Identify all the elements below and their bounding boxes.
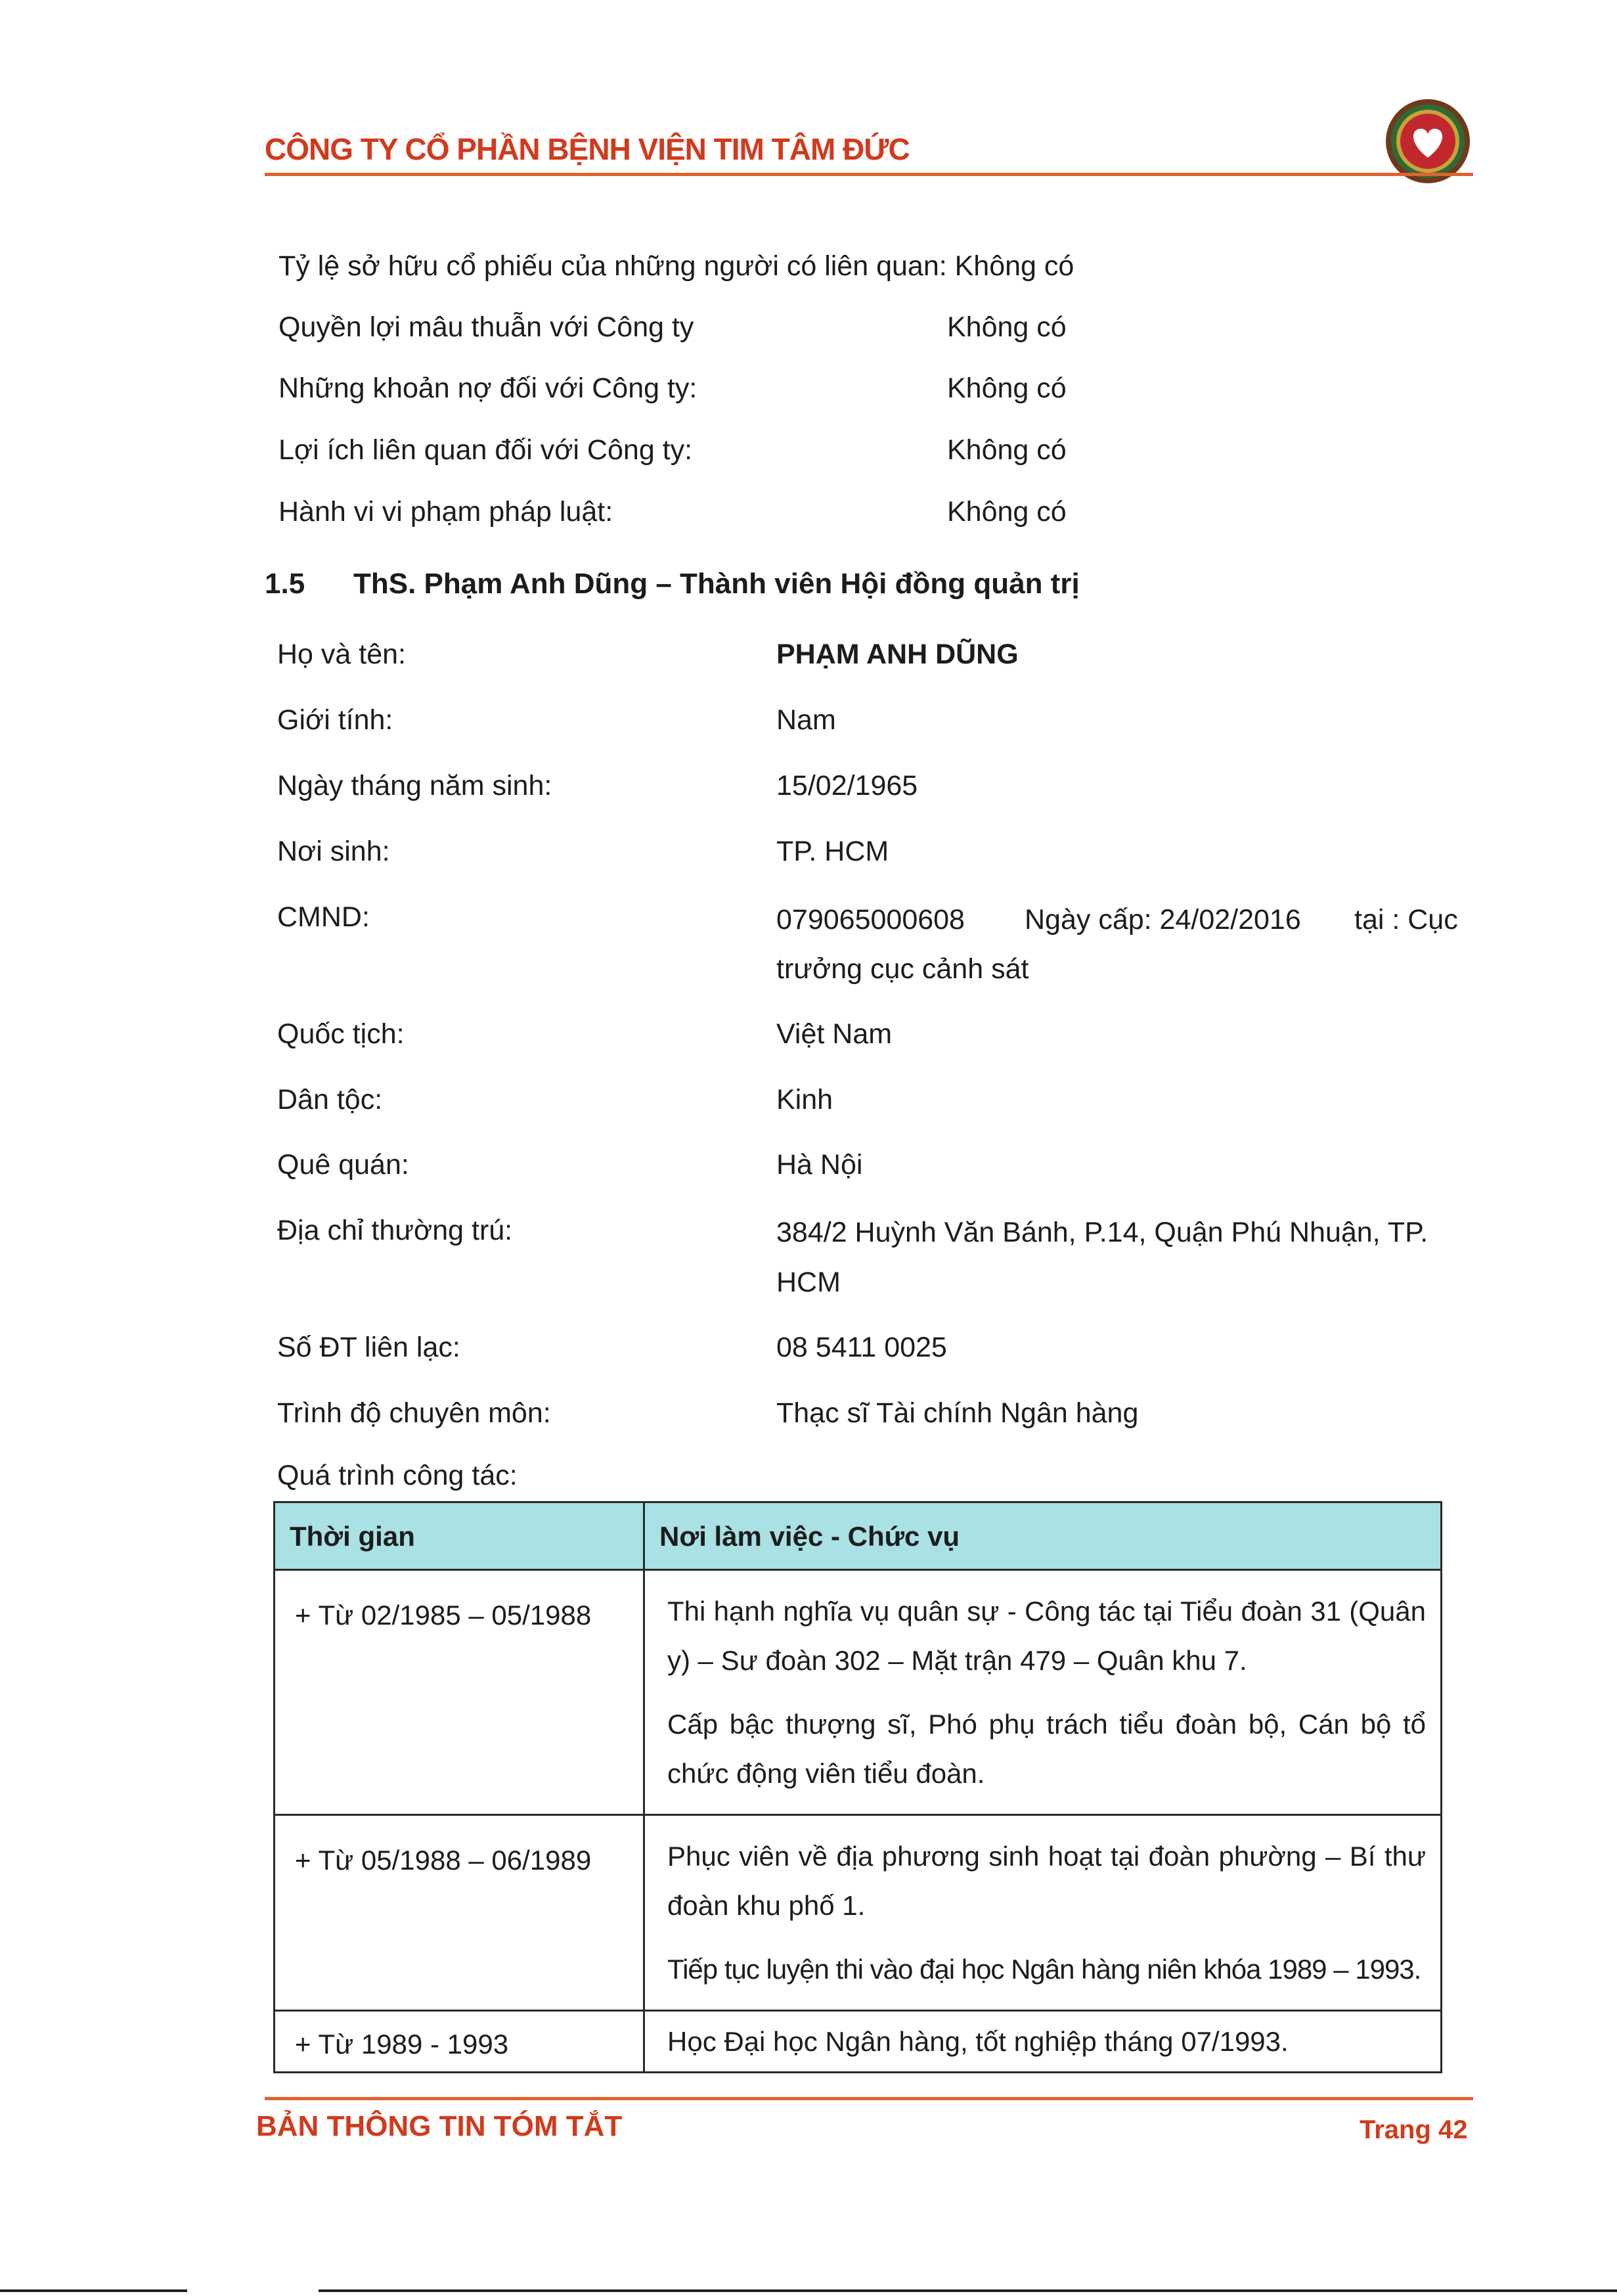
id-issue-place-a: tại : Cục bbox=[1354, 904, 1458, 935]
phone-label: Số ĐT liên lạc: bbox=[277, 1332, 460, 1363]
row-desc-paragraph: Phục viên về địa phương sinh hoạt tại đoàn phường – Bí thư đoàn khu phố 1. bbox=[667, 1841, 1426, 1921]
related-violation-value: Không có bbox=[947, 496, 1067, 528]
row-desc-paragraph: Cấp bậc thượng sĩ, Phó phụ trách tiểu đoàn bộ, Cán bộ tổ chức động viên tiểu đoàn. bbox=[667, 1709, 1426, 1789]
row-desc bbox=[644, 2011, 1442, 2073]
heart-logo-icon bbox=[1384, 97, 1472, 185]
scan-edge-line bbox=[0, 2289, 187, 2292]
ethnicity-label: Dân tộc: bbox=[277, 1084, 383, 1115]
dob-value: 15/02/1965 bbox=[776, 770, 918, 801]
nationality-value: Việt Nam bbox=[776, 1018, 893, 1050]
page-number: Trang 42 bbox=[1360, 2115, 1468, 2144]
career-label: Quá trình công tác: bbox=[277, 1460, 518, 1491]
id-number: 079065000608 bbox=[776, 904, 965, 935]
id-label: CMND: bbox=[277, 901, 370, 933]
row-desc-paragraph: Tiếp tục luyện thi vào đại học Ngân hàng niên khóa 1989 – 1993. bbox=[667, 1954, 1421, 1985]
gender-label: Giới tính: bbox=[277, 704, 393, 736]
related-conflict-value: Không có bbox=[947, 311, 1067, 343]
address-label: Địa chỉ thường trú: bbox=[277, 1215, 513, 1246]
table-row bbox=[275, 2011, 1442, 2073]
footer-title: BẢN THÔNG TIN TÓM TẮT bbox=[256, 2110, 623, 2142]
row-time: + Từ 05/1988 – 06/1989 bbox=[275, 1815, 644, 2011]
career-table-header bbox=[275, 1502, 1442, 1570]
ethnicity-value: Kinh bbox=[776, 1084, 833, 1115]
row-desc-paragraph: Thi hạnh nghĩa vụ quân sự - Công tác tại Tiểu đoàn 31 (Quân y) – Sư đoàn 302 – Mặt trận 479 – Quân khu 7. bbox=[667, 1596, 1426, 1676]
related-conflict-label: Quyền lợi mâu thuẫn với Công ty bbox=[278, 311, 694, 343]
related-benefit-label: Lợi ích liên quan đối với Công ty: bbox=[278, 434, 693, 466]
scan-edge-line bbox=[319, 2289, 1617, 2292]
address-value-a: 384/2 Huỳnh Văn Bánh, P.14, Quận Phú Nhuận, TP. bbox=[776, 1217, 1429, 1248]
header-rule bbox=[265, 173, 1473, 176]
related-debt-value: Không có bbox=[947, 372, 1067, 404]
footer-rule bbox=[265, 2097, 1473, 2100]
company-name: CÔNG TY CỔ PHẦN BỆNH VIỆN TIM TÂM ĐỨC bbox=[265, 132, 910, 166]
address-value-b: HCM bbox=[776, 1267, 841, 1298]
related-violation-label: Hành vi vi phạm pháp luật: bbox=[278, 496, 613, 528]
header-position: Nơi làm việc - Chức vụ bbox=[644, 1502, 1442, 1570]
hometown-label: Quê quán: bbox=[277, 1149, 409, 1181]
dob-label: Ngày tháng năm sinh: bbox=[277, 770, 552, 801]
row-desc-paragraph: Học Đại học Ngân hàng, tốt nghiệp tháng 07/1993. bbox=[667, 2026, 1289, 2057]
education-label: Trình độ chuyên môn: bbox=[277, 1397, 551, 1429]
section-number: 1.5 bbox=[265, 568, 305, 600]
related-debt-label: Những khoản nợ đối với Công ty: bbox=[278, 372, 698, 404]
row-desc bbox=[644, 1815, 1442, 2011]
id-issue-place-b: trưởng cục cảnh sát bbox=[776, 953, 1029, 985]
gender-value: Nam bbox=[776, 704, 836, 736]
table-row bbox=[275, 1570, 1442, 1815]
name-label: Họ và tên: bbox=[277, 639, 406, 670]
education-value: Thạc sĩ Tài chính Ngân hàng bbox=[776, 1397, 1139, 1429]
row-desc bbox=[644, 1570, 1442, 1815]
section-title: ThS. Phạm Anh Dũng – Thành viên Hội đồng quản trị bbox=[353, 568, 1080, 600]
header-time: Thời gian bbox=[275, 1502, 644, 1570]
row-time: + Từ 02/1985 – 05/1988 bbox=[275, 1570, 644, 1815]
name-value: PHẠM ANH DŨNG bbox=[776, 639, 1019, 670]
hometown-value: Hà Nội bbox=[776, 1149, 863, 1181]
row-time: + Từ 1989 - 1993 bbox=[275, 2011, 644, 2073]
related-benefit-value: Không có bbox=[947, 434, 1067, 466]
phone-value: 08 5411 0025 bbox=[776, 1332, 947, 1363]
id-issue-date: Ngày cấp: 24/02/2016 bbox=[1025, 904, 1301, 935]
nationality-label: Quốc tịch: bbox=[277, 1018, 405, 1050]
table-row bbox=[275, 1815, 1442, 2011]
pob-label: Nơi sinh: bbox=[277, 836, 390, 867]
pob-value: TP. HCM bbox=[776, 836, 889, 867]
related-ownership-line: Tỷ lệ sở hữu cổ phiếu của những người có liên quan: Không có bbox=[278, 250, 1074, 282]
career-table bbox=[273, 1501, 1442, 2073]
